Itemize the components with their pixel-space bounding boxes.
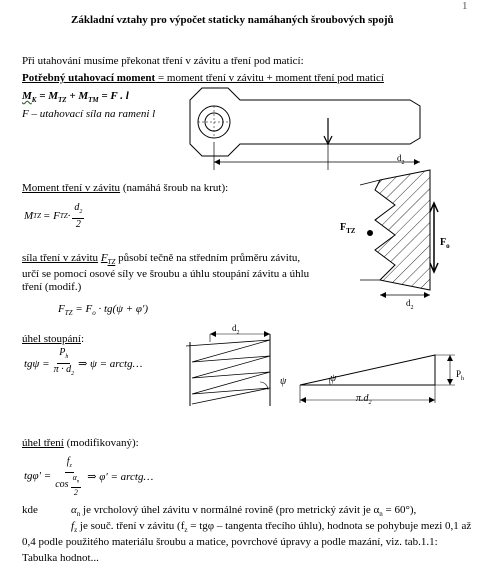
d2-label-2: $d_2$ [232,323,240,336]
formula-friction-angle: tgφ′ = $f_z$ cos $\frac{\alpha_n}{2}$ ⇒ φ′ = arctg… [24,456,154,497]
kde-line3: 0,4 podle použitého materiálu šroubu a matice, povrchové úpravy a podle mazání, viz. tab.1.1: [22,536,438,548]
thread-moment-label: Moment tření v závitu [22,182,121,194]
screw-thread-diagram [180,322,280,412]
psi-label-2: ψ [330,373,337,384]
force-description: F – utahovací síla na rameni l [22,108,156,120]
wrench-dim-label: $d_2$ [397,153,405,166]
thread-body [375,170,430,290]
mk-sub2: TM [88,96,99,105]
force-point [367,230,373,236]
mk-eq2: = F . l [98,90,129,102]
force-label: síla tření v závitu [22,252,99,264]
pid2-label: $\pi.d_2$ [356,393,372,406]
thread-moment-rest: (namáhá šroub na krut): [120,182,229,194]
fo-label: $F_o$ [440,237,450,250]
wrench-diagram [180,78,450,173]
formula-mk [22,90,129,107]
page-number: 1 [462,0,468,12]
force-label-line: síla tření v závitu $F_{TZ}$ působí tečně na středním průměru závitu, [22,252,301,267]
force-desc2: určí se pomocí osové síly ve šroubu a úhlu stoupání závitu a úhlu tření (modif.) [22,268,310,293]
thread-moment-line [22,182,228,195]
axial-force-arrow [430,203,438,272]
kde-line4: Tabulka hodnot... [22,552,99,564]
force-arrow [324,118,332,144]
mk-sub: K [31,96,37,105]
ftz-label: $F_{TZ}$ [340,222,356,235]
required-moment-label: Potřebný utahovací moment [22,72,156,84]
kde-line1: $\alpha_n$ je vrcholový úhel závitu v normálné rovině (pro metrický závit je $\alpha_n = 60^\circ$), [71,504,417,519]
mk-eq1: = M [36,90,59,102]
lead-angle-heading: úhel stoupání: [22,333,85,345]
formula-mtz: M TZ = F TZ · $\frac{d_2}{2}$ [24,202,83,230]
intro-text: Při utahování musíme překonat tření v závitu a tření pod maticí: [22,55,304,67]
formula-ftz: $F_{TZ} = F_o \cdot tg(\psi + \varphi')$ [58,303,149,318]
required-moment-rest: = moment tření v závitu + moment tření pod maticí [155,72,384,84]
mk-symbol: M [22,90,32,102]
page-title: Základní vztahy pro výpočet staticky namáhaných šroubových spojů [71,14,394,26]
d2-label-1: $d_2$ [406,298,414,311]
friction-angle-heading: úhel tření (modifikovaný): [22,437,139,449]
wrench-outline [190,88,420,156]
mk-plus: + M [66,90,89,102]
lead-triangle-diagram [290,345,470,420]
kde-label: kde [22,504,38,516]
psi-label-1: ψ [280,376,287,387]
kde-line2: $f_z$ je souč. tření v závitu ($f_z = tg\varphi$ – tangenta třecího úhlu), hodnota se pohybuje mezi 0,1 až [71,520,472,535]
formula-lead-angle: tgψ = $\frac{P_h}{\pi \cdot d_2}$ ⇒ ψ = arctg… [24,347,143,377]
lead-triangle [300,355,435,385]
mk-sub1: TZ [58,96,67,105]
screw-thread-profile [186,340,270,404]
ph-label: $P_h$ [456,369,465,382]
